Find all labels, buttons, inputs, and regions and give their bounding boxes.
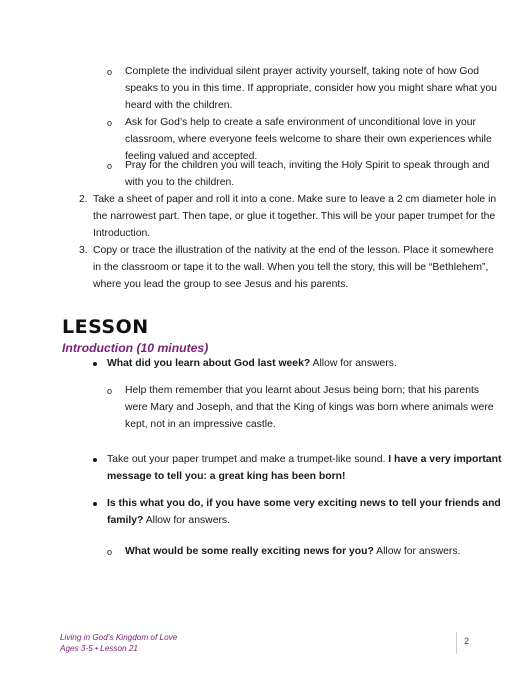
text-line: with you to the children. [125, 177, 235, 188]
sub-bullet-marker: o [107, 118, 113, 128]
text-line: speaks to you in this time. If appropriate, consider how you might share what you [125, 83, 497, 94]
text-line [107, 453, 501, 466]
footer-subtitle: Ages 3-5 • Lesson 21 [60, 644, 138, 653]
sub-bullet-marker: o [107, 386, 113, 396]
instruction-text: Take out your paper trumpet and make a trumpet-like sound. [107, 454, 389, 465]
text-line: were Mary and Joseph, and that the King of kings was born where animals were [125, 402, 494, 413]
text-line [107, 514, 230, 527]
prompt-note: Allow for answers. [310, 358, 397, 369]
text-line: heard with the children. [125, 100, 233, 111]
text-line [125, 545, 460, 558]
bold-script: message to tell you: a great king has been born! [107, 471, 346, 482]
bullet-dot [93, 502, 97, 506]
text-line: Take a sheet of paper and roll it into a cone. Make sure to leave a 2 cm diameter hole in [93, 194, 497, 205]
item-number: 3. [79, 245, 88, 256]
sub-bullet-marker: o [107, 161, 113, 171]
text-line: Pray for the children you will teach, inviting the Holy Spirit to speak through and [125, 160, 490, 171]
sub-bullet-marker: o [107, 67, 113, 77]
item-number: 2. [79, 194, 88, 205]
sub-bullet-marker: o [107, 547, 113, 557]
text-line: Ask for God’s help to create a safe environment of unconditional love in your [125, 117, 476, 128]
bullet-dot [93, 362, 97, 366]
text-line: where you lead the group to see Jesus and his parents. [93, 279, 349, 290]
section-heading: LESSON [62, 316, 149, 338]
bold-prompt: Is this what you do, if you have some very exciting news to tell your friends and [107, 498, 501, 509]
text-line: the narrowest part. Then tape, or glue it together. This will be your paper trumpet for the [93, 211, 496, 222]
footer-title: Living in God’s Kingdom of Love [60, 633, 178, 642]
text-line: Introduction. [93, 228, 151, 239]
bold-prompt: family? [107, 515, 144, 526]
bold-prompt: What would be some really exciting news for you? [125, 546, 374, 557]
bold-script: I have a very important [388, 454, 502, 465]
text-line [107, 357, 397, 370]
text-line: in the classroom or tape it to the wall. When you tell the story, this will be “Bethlehem”, [93, 262, 489, 273]
text-line: feeling valued and accepted. [125, 151, 258, 162]
bullet-dot [93, 458, 97, 462]
text-line: kept, not in an impressive castle. [125, 419, 276, 430]
footer-divider [456, 632, 457, 654]
prompt-note: Allow for answers. [373, 546, 461, 557]
page-number: 2 [464, 636, 470, 646]
prompt-note: Allow for answers. [143, 515, 231, 526]
text-line: Complete the individual silent prayer activity yourself, taking note of how God [125, 66, 480, 77]
text-line: Copy or trace the illustration of the nativity at the end of the lesson. Place it somewhere [93, 245, 494, 256]
bold-prompt: What did you learn about God last week? [107, 358, 311, 369]
section-subheading: Introduction (10 minutes) [62, 341, 209, 355]
text-line: Help them remember that you learnt about Jesus being born; that his parents [125, 385, 480, 396]
text-line: classroom, where everyone feels welcome to share their own experiences while [125, 134, 492, 145]
